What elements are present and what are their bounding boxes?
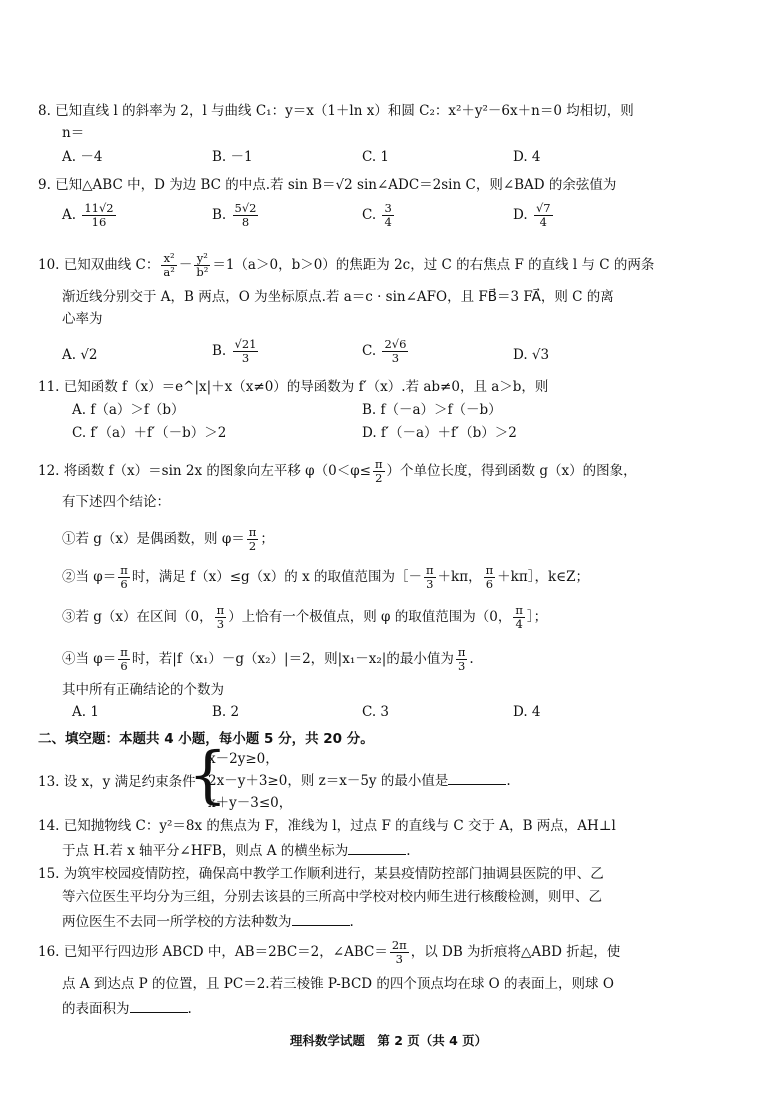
q11-line1: 11. 已知函数 f（x）＝e^|x|＋x（x≠0）的导函数为 f′（x）.若 ab≠0，且 a＞b，则: [38, 379, 549, 395]
section-heading-fill-in: 二、填空题：本题共 4 小题，每小题 5 分，共 20 分。: [38, 731, 374, 747]
q14-line1: 14. 已知抛物线 C：y²＝8x 的焦点为 F，准线为 l，过点 F 的直线与 C 交于 A，B 两点，AH⊥l: [38, 818, 616, 834]
q11-option-d: D. f′（－a）＋f′（b）＞2: [362, 425, 517, 441]
q13-answer-blank[interactable]: [448, 770, 506, 785]
q8-option-a: A. －4: [62, 149, 103, 165]
q14-line2: 于点 H.若 x 轴平分∠HFB，则点 A 的横坐标为 .: [62, 840, 411, 860]
q16-line3: 的表面积为 .: [62, 998, 192, 1018]
q12-line2: 有下述四个结论：: [62, 494, 170, 510]
q9-option-a: A. $\frac{11√2}{16}$: [62, 201, 114, 229]
q12-line1: 12. 将函数 f（x）＝sin 2x 的图象向左平移 φ（0＜φ≤ $\frac{\pi}{2}$ ）个单位长度，得到函数 g（x）的图象，: [38, 457, 637, 485]
q13-brace: {: [188, 738, 228, 811]
q16-answer-blank[interactable]: [130, 998, 188, 1013]
q11-option-a: A. f（a）＞f（b）: [72, 402, 185, 418]
q12-statement-4: ④当 φ＝ $\frac{\pi}{6}$ 时，若|f（x₁）－g（x₂）|＝2，则|x₁－x₂|的最小值为 $\frac{\pi}{3}$ .: [62, 645, 474, 673]
q8-option-c: C. 1: [362, 149, 390, 165]
q15-line3: 两位医生不去同一所学校的方法种数为 .: [62, 911, 354, 931]
q13-constraint-1: x－2y≥0，: [208, 751, 279, 767]
q13-constraint-2: 2x－y＋3≥0，则 z＝x－5y 的最小值是 .: [208, 770, 511, 792]
q11-option-c: C. f′（a）＋f′（－b）＞2: [72, 425, 227, 441]
q15-line1: 15. 为筑牢校园疫情防控，确保高中教学工作顺利进行，某县疫情防控部门抽调县医院的甲、乙: [38, 866, 604, 882]
q10-option-a: A. √2: [62, 347, 98, 363]
q13-constraints: [208, 748, 511, 814]
q12-statement-3: ③若 g（x）在区间（0， $\frac{\pi}{3}$ ）上恰有一个极值点，则 φ 的取值范围为（0， $\frac{\pi}{4}$ ］；: [62, 603, 548, 631]
q12-option-c: C. 3: [362, 704, 390, 720]
q10-option-c: C. $\frac{2√6}{3}$: [362, 337, 407, 365]
q12-statement-1: ①若 g（x）是偶函数，则 φ＝ $\frac{\pi}{2}$ ；: [62, 525, 274, 553]
q10-line2: 渐近线分别交于 A，B 两点，O 为坐标原点.若 a＝c · sin∠AFO，且 FB⃗＝3 FA⃗，则 C 的离: [62, 289, 614, 305]
q12-option-b: B. 2: [212, 704, 240, 720]
q12-statement-2: ②当 φ＝ $\frac{\pi}{6}$ 时，满足 f（x）≤g（x）的 x 的取值范围为［－ $\frac{\pi}{3}$ ＋kπ， $\frac{\pi}{6}$ ＋kπ］，k∈Z；: [62, 563, 590, 591]
q15-line2: 等六位医生平均分为三组，分别去该县的三所高中学校对校内师生进行核酸检测，则甲、乙: [62, 889, 602, 905]
q10-option-d: D. √3: [513, 347, 550, 363]
q9-option-d: D. $\frac{√7}{4}$: [513, 201, 551, 229]
q14-answer-blank[interactable]: [348, 840, 406, 855]
q10-option-b: B. $\frac{√21}{3}$: [212, 337, 257, 365]
q8-option-d: D. 4: [513, 149, 541, 165]
q10-line1: 10. 已知双曲线 C： $\frac{\text{x²}}{\text{a²}}$ － $\frac{\text{y²}}{\text{b²}}$ ＝1（a＞0，b＞0）的焦距为 2c，过 C 的右焦点 F 的直线 l 与 C 的两条: [38, 251, 655, 279]
q16-line2: 点 A 到达点 P 的位置，且 PC＝2.若三棱锥 P-BCD 的四个顶点均在球 O 的表面上，则球 O: [62, 976, 614, 992]
q16-line1: 16. 已知平行四边形 ABCD 中，AB＝2BC＝2，∠ABC＝ $\frac{2\pi}{3}$ ，以 DB 为折痕将△ABD 折起，使: [38, 938, 621, 966]
q8-option-b: B. －1: [212, 149, 253, 165]
q8-line2: n＝: [62, 125, 85, 141]
q10-line3: 心率为: [62, 311, 103, 327]
q15-answer-blank[interactable]: [292, 911, 350, 926]
q8-line1: 8. 已知直线 l 的斜率为 2，l 与曲线 C₁：y＝x（1＋ln x）和圆 C₂：x²＋y²－6x＋n＝0 均相切，则: [38, 103, 634, 119]
q9-line1: 9. 已知△ABC 中，D 为边 BC 的中点.若 sin B＝√2 sin∠ADC＝2sin C，则∠BAD 的余弦值为: [38, 177, 617, 193]
q12-line7: 其中所有正确结论的个数为: [62, 682, 224, 698]
q11-option-b: B. f（－a）＞f（－b）: [362, 402, 502, 418]
q12-option-a: A. 1: [72, 704, 99, 720]
q9-option-c: C. $\frac{3}{4}$: [362, 201, 392, 229]
q13-constraint-3: x＋y－3≤0，: [208, 795, 293, 811]
q12-option-d: D. 4: [513, 704, 541, 720]
q13-prefix: 13. 设 x，y 满足约束条件: [38, 774, 196, 790]
page-footer: 理科数学试题 第 2 页（共 4 页）: [289, 1033, 488, 1048]
q9-option-b: B. $\frac{5√2}{8}$: [212, 201, 257, 229]
